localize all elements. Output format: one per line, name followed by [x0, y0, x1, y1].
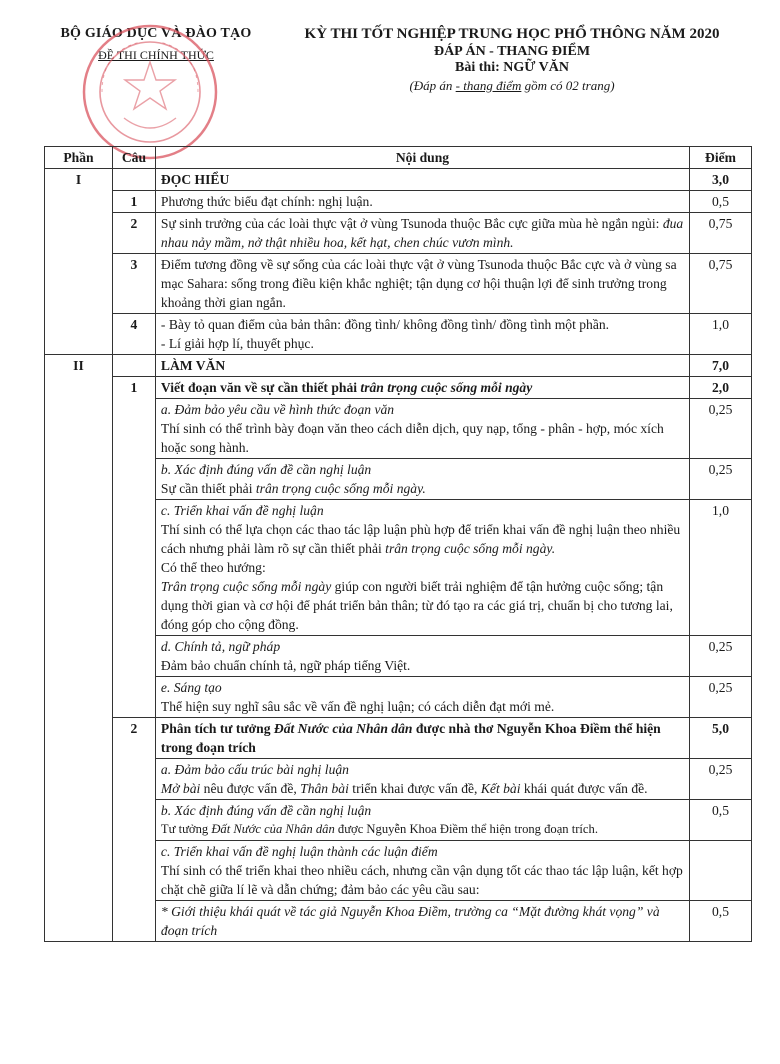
- page-count-note: (Đáp án - thang điểm gồm có 02 trang): [409, 78, 615, 93]
- criterion-score: 0,25: [690, 677, 752, 718]
- header-question: Câu: [112, 147, 155, 169]
- table-row: [45, 636, 752, 677]
- criterion-e: e. Sáng tạo Thể hiện suy nghĩ sâu sắc về vấn đề nghị luận; có cách diễn đạt mới mẻ.: [155, 677, 689, 718]
- criterion-score: 0,25: [690, 636, 752, 677]
- ministry-name: BỘ GIÁO DỤC VÀ ĐÀO TẠO: [60, 26, 252, 41]
- question-number: 1: [112, 377, 155, 399]
- table-row: [45, 901, 752, 942]
- question-number: 3: [112, 254, 155, 314]
- table-row: [45, 800, 752, 841]
- criterion-score: 0,5: [690, 901, 752, 942]
- question-title: Viết đoạn văn về sự cần thiết phải trân trọng cuộc sống mỗi ngày: [155, 377, 689, 399]
- criterion-score: 0,25: [690, 459, 752, 500]
- criterion-c: c. Triển khai vấn đề nghị luận Thí sinh có thể lựa chọn các thao tác lập luận phù hợp để triển khai vấn đề nghị luận theo nhiều cách nhưng phải làm rõ sự cần thiết phải trân trọng cuộc sống mỗi ngày. Có thể theo hướng: Trân trọng cuộc sống mỗi ngày giúp con người biết trải nghiệm để tận hưởng cuộc sống; tận dụng thời gian và cơ hội để phát triển bản thân; từ đó tạo ra các giá trị, chuẩn bị cho tương lai, đóng góp cho cộng đồng.: [155, 500, 689, 636]
- answer-score: 1,0: [690, 314, 752, 355]
- answer-text: Phương thức biểu đạt chính: nghị luận.: [155, 191, 689, 213]
- criterion-b: b. Xác định đúng vấn đề cần nghị luận Tư tưởng Đất Nước của Nhân dân được Nguyễn Khoa Điềm thể hiện trong đoạn trích.: [155, 800, 689, 841]
- section-score: 3,0: [690, 169, 752, 191]
- table-row: [45, 213, 752, 254]
- table-row: [45, 677, 752, 718]
- table-row: [45, 399, 752, 459]
- exam-title: KỲ THI TỐT NGHIỆP TRUNG HỌC PHỔ THÔNG NĂM 2020: [304, 26, 720, 42]
- table-row: [45, 314, 752, 355]
- question-title: Phân tích tư tưởng Đất Nước của Nhân dân được nhà thơ Nguyễn Khoa Điềm thể hiện trong đoạn trích: [155, 718, 689, 759]
- criterion-b: b. Xác định đúng vấn đề cần nghị luận Sự cần thiết phải trân trọng cuộc sống mỗi ngày.: [155, 459, 689, 500]
- question-number: 4: [112, 314, 155, 355]
- answer-text: Sự sinh trưởng của các loài thực vật ở vùng Tsunoda thuộc Bắc cực giữa mùa hè ngắn ngủi: đua nhau nảy mầm, nở thật nhiều hoa, kết hạt, chen chúc vươn mình.: [155, 213, 689, 254]
- answer-text: Điểm tương đồng về sự sống của các loài thực vật ở vùng Tsunoda thuộc Bắc cực và ở vùng sa mạc Sahara: sống trong điều kiện khắc nghiệt; tận dụng cơ hội thuận lợi để sinh trưởng trong khoảng thời gian ngắn.: [155, 254, 689, 314]
- table-header-row: [45, 147, 752, 169]
- table-row: [45, 355, 752, 377]
- criterion-score: 0,25: [690, 399, 752, 459]
- section-title: LÀM VĂN: [155, 355, 689, 377]
- answer-score: 0,75: [690, 254, 752, 314]
- official-label: ĐỀ THI CHÍNH THỨC: [98, 48, 214, 62]
- question-number: 2: [112, 718, 155, 759]
- table-row: [45, 718, 752, 759]
- table-row: [45, 377, 752, 399]
- answer-key-title: ĐÁP ÁN - THANG ĐIỂM: [433, 44, 591, 59]
- question-score: 5,0: [690, 718, 752, 759]
- criterion-score: 0,5: [690, 800, 752, 841]
- answer-table: [44, 146, 752, 942]
- criterion-d: d. Chính tả, ngữ pháp Đảm bảo chuẩn chính tả, ngữ pháp tiếng Việt.: [155, 636, 689, 677]
- header-right: [272, 26, 752, 94]
- table-row: [45, 254, 752, 314]
- section-title: ĐỌC HIỂU: [155, 169, 689, 191]
- question-number: 2: [112, 213, 155, 254]
- question-number: 1: [112, 191, 155, 213]
- table-row: [45, 459, 752, 500]
- criterion-a: a. Đảm bảo yêu cầu về hình thức đoạn văn Thí sinh có thể trình bày đoạn văn theo cách diễn dịch, quy nạp, tổng - phân - hợp, móc xích hoặc song hành.: [155, 399, 689, 459]
- table-row: [45, 841, 752, 901]
- answer-score: 0,75: [690, 213, 752, 254]
- criterion-score: 1,0: [690, 500, 752, 636]
- subject-title: Bài thi: NGỮ VĂN: [455, 60, 569, 75]
- table-row: [45, 759, 752, 800]
- table-row: [45, 169, 752, 191]
- part-number: II: [45, 355, 113, 377]
- header-score: Điểm: [690, 147, 752, 169]
- header-part: Phần: [45, 147, 113, 169]
- criterion-c: c. Triển khai vấn đề nghị luận thành các luận điểm Thí sinh có thể triển khai theo nhiều cách, nhưng cần vận dụng tốt các thao tác lập luận, kết hợp chặt chẽ giữa lí lẽ và dẫn chứng; đảm bảo các yêu cầu sau:: [155, 841, 689, 901]
- part-number: I: [45, 169, 113, 191]
- question-score: 2,0: [690, 377, 752, 399]
- table-row: [45, 500, 752, 636]
- criterion-c-star: * Giới thiệu khái quát về tác giả Nguyễn Khoa Điềm, trường ca “Mặt đường khát vọng” và đoạn trích: [155, 901, 689, 942]
- criterion-a: a. Đảm bảo cấu trúc bài nghị luận Mở bài nêu được vấn đề, Thân bài triển khai được vấn đề, Kết bài khái quát được vấn đề.: [155, 759, 689, 800]
- section-score: 7,0: [690, 355, 752, 377]
- header-content: Nội dung: [155, 147, 689, 169]
- table-row: [45, 191, 752, 213]
- answer-score: 0,5: [690, 191, 752, 213]
- answer-text: - Bày tỏ quan điểm của bản thân: đồng tình/ không đồng tình/ đồng tình một phần. - Lí giải hợp lí, thuyết phục.: [155, 314, 689, 355]
- criterion-score: 0,25: [690, 759, 752, 800]
- official-seal: [80, 22, 220, 162]
